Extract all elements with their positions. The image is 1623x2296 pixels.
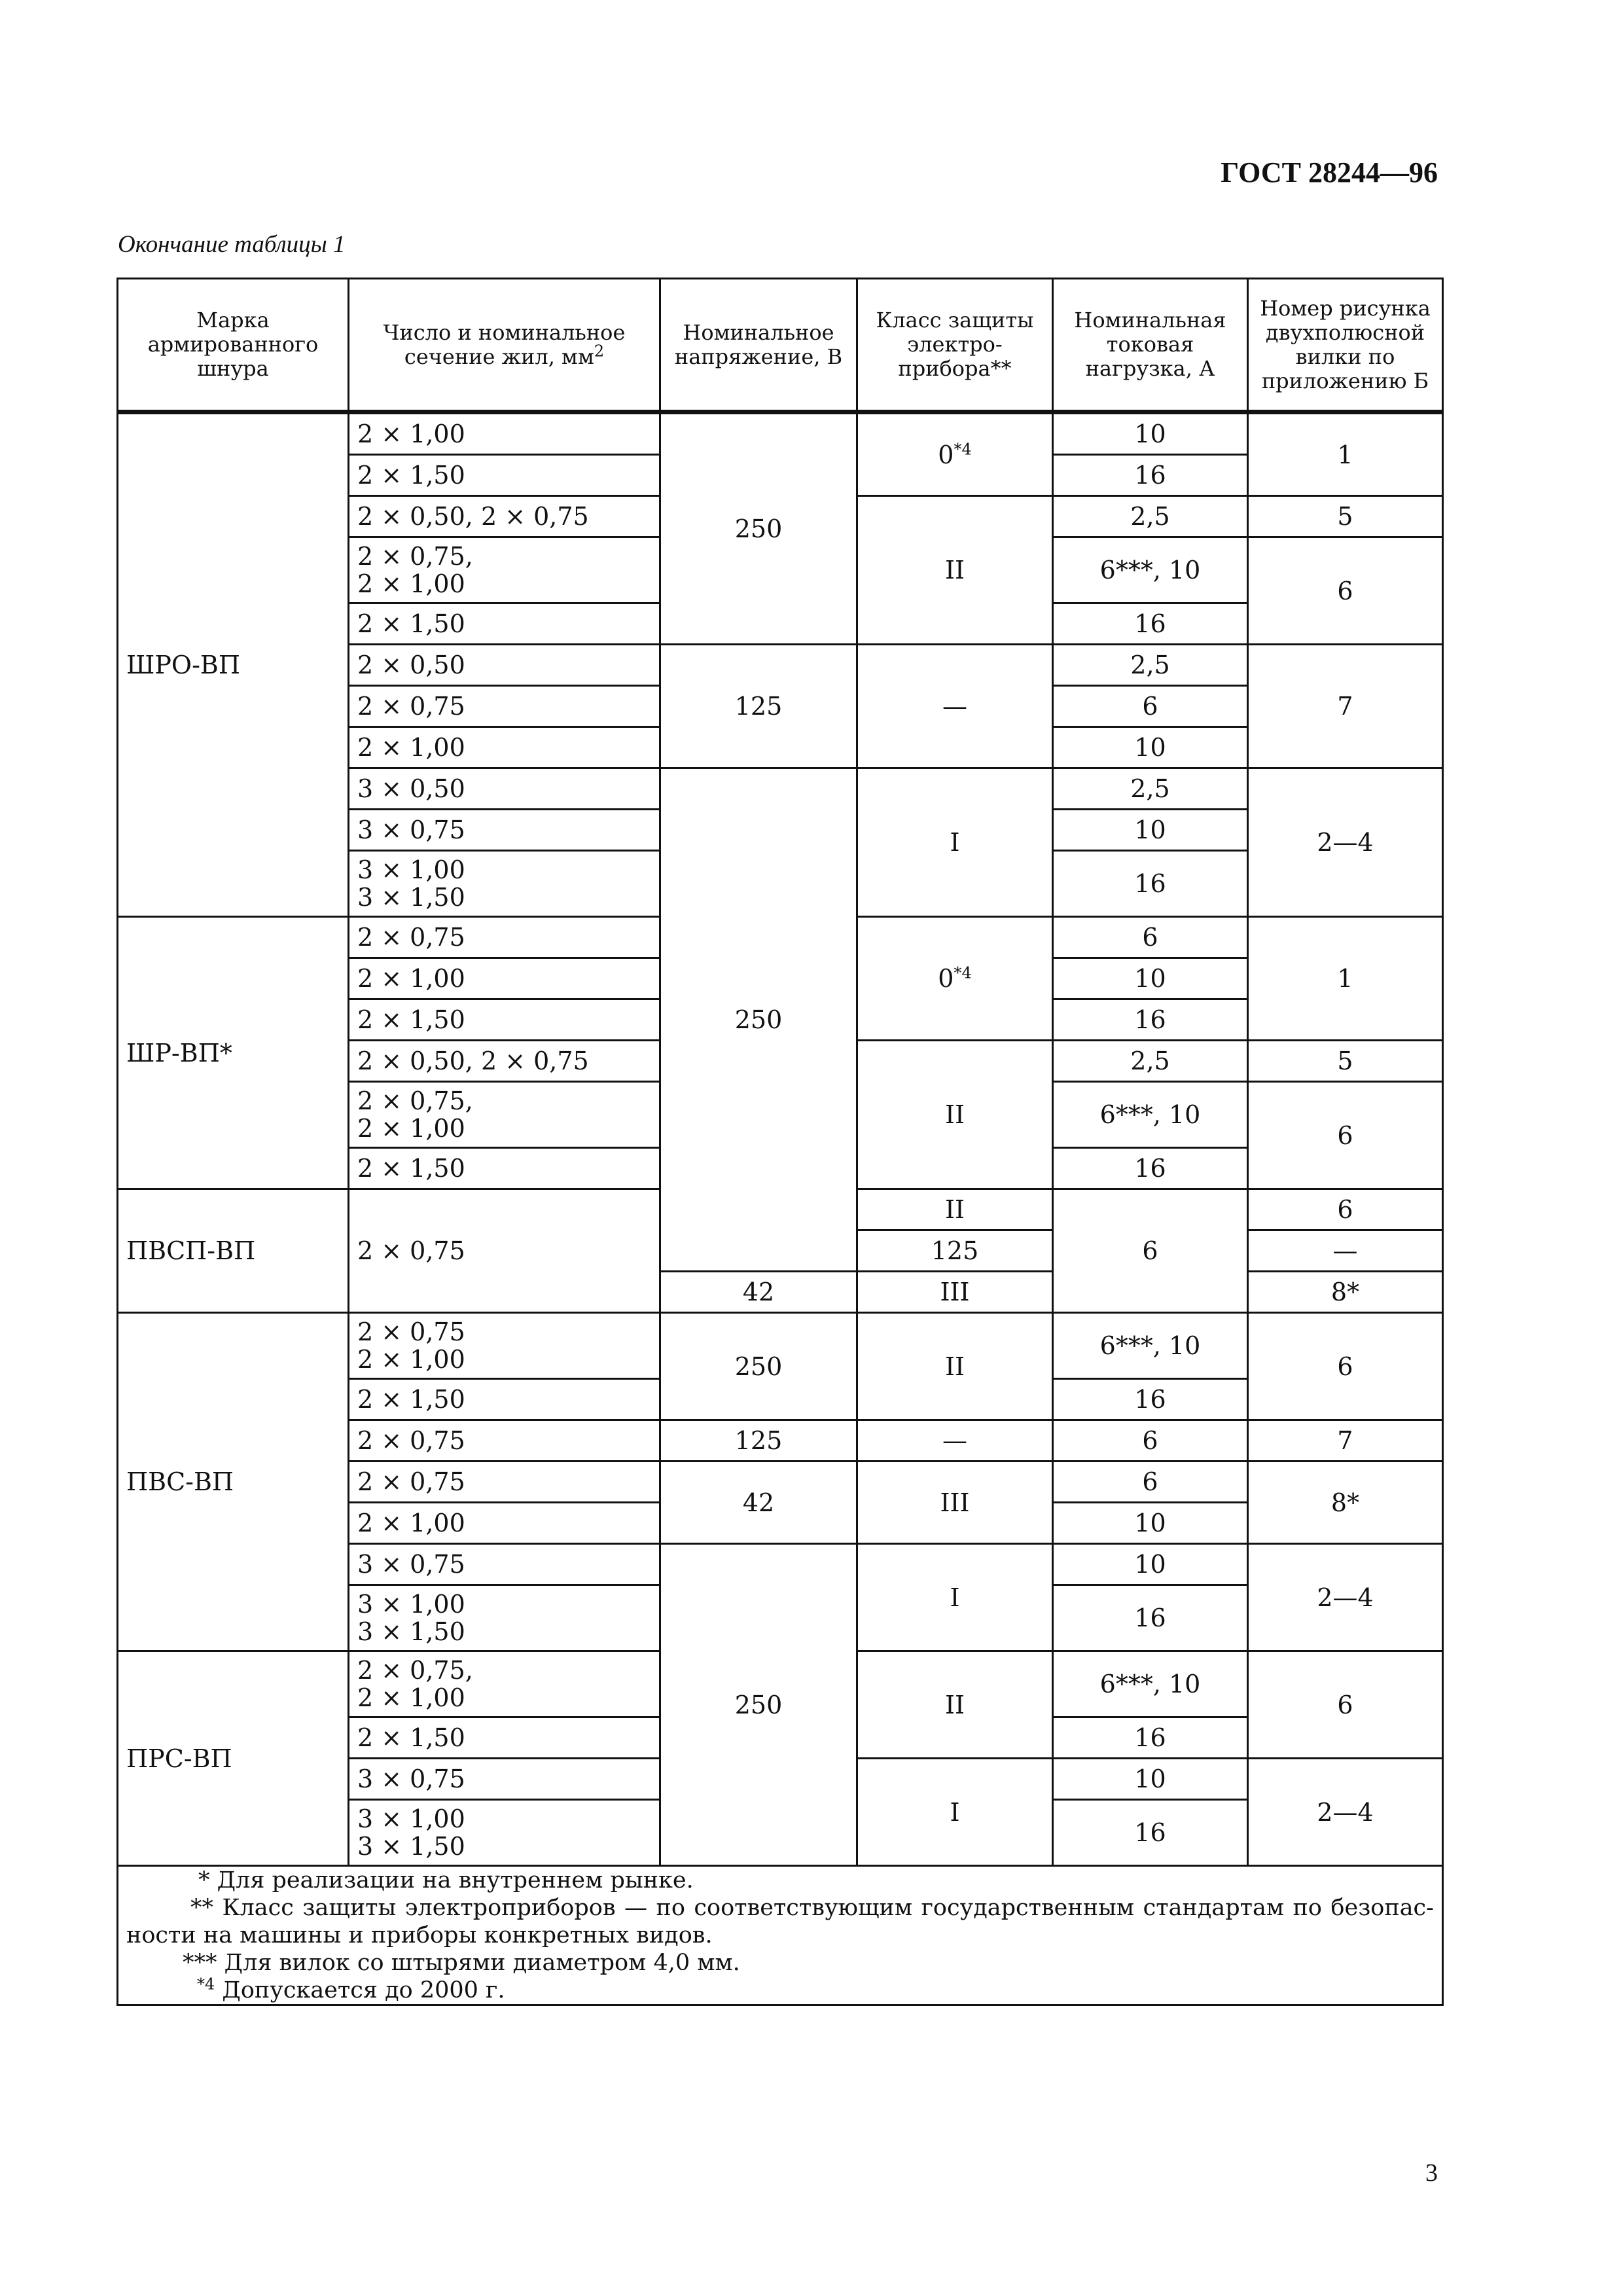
cell-plug: 5	[1248, 496, 1443, 537]
cell-section: 2 × 1,00	[349, 1503, 660, 1544]
footnote-3: *** Для вилок со штырями диаметром 4,0 мм.	[183, 1950, 740, 1976]
cell-current: 6***, 10	[1053, 1651, 1248, 1717]
table-row	[118, 1313, 1443, 1379]
cell-section: 2 × 0,75 2 × 1,00	[349, 1313, 660, 1379]
cell-current: 6	[1053, 917, 1248, 958]
cell-class: 0$^{*4}$	[857, 412, 1053, 496]
footnote-4: $^{*4}$ Допускается до 2000 г.	[197, 1975, 505, 2003]
cell-current: 16	[1053, 999, 1248, 1041]
cell-current: 16	[1053, 1800, 1248, 1866]
cell-section: 2 × 0,75, 2 × 1,00	[349, 537, 660, 603]
cell-current: 16	[1053, 603, 1248, 645]
cell-plug: 6	[1248, 1313, 1443, 1420]
cord-mark: ПРС-ВП	[118, 1651, 349, 1866]
cell-section: 3 × 1,00 3 × 1,50	[349, 851, 660, 917]
cell-current: 6***, 10	[1053, 1313, 1248, 1379]
footnote-2: ** Класс защиты электроприборов — по соответствующим государственным стандартам по безопас-	[190, 1895, 1434, 1921]
cell-section: 2 × 0,50	[349, 645, 660, 686]
cell-current: 2,5	[1053, 496, 1248, 537]
cell-plug: 6	[1248, 1189, 1443, 1230]
cell-class: II	[857, 1189, 1053, 1230]
cell-voltage: 250	[660, 1313, 857, 1420]
cell-class: I	[857, 1759, 1053, 1866]
cell-current: 2,5	[1053, 768, 1248, 810]
cord-mark: ПВСП-ВП	[118, 1189, 349, 1313]
cell-voltage: 125	[660, 645, 857, 768]
cell-section: 2 × 1,50	[349, 1379, 660, 1420]
cell-section: 2 × 0,75, 2 × 1,00	[349, 1082, 660, 1148]
cell-section: 2 × 0,75	[349, 917, 660, 958]
cell-plug: 2—4	[1248, 1544, 1443, 1651]
cell-class: —	[857, 645, 1053, 768]
cell-voltage: 42	[660, 1272, 857, 1313]
cell-section: 3 × 0,50	[349, 768, 660, 810]
cell-current: 10	[1053, 727, 1248, 768]
cord-mark: ШР-ВП*	[118, 917, 349, 1189]
cell-plug: 1	[1248, 412, 1443, 496]
cell-current: 2,5	[1053, 645, 1248, 686]
cell-voltage: 125	[660, 1420, 857, 1462]
cell-voltage: 125	[857, 1230, 1053, 1272]
cell-class: II	[857, 496, 1053, 645]
cell-section: 2 × 1,50	[349, 999, 660, 1041]
cell-section: 2 × 0,75	[349, 1189, 660, 1313]
cell-current: 6	[1053, 1420, 1248, 1462]
footnotes-row	[118, 1866, 1443, 2005]
cell-plug: 6	[1248, 1651, 1443, 1759]
cell-section: 2 × 1,00	[349, 958, 660, 999]
cell-current: 16	[1053, 851, 1248, 917]
cell-current: 6	[1053, 686, 1248, 727]
cell-plug: 5	[1248, 1041, 1443, 1082]
cell-current: 10	[1053, 810, 1248, 851]
cell-section: 2 × 1,50	[349, 1148, 660, 1189]
table-caption: Окончание таблицы 1	[118, 231, 346, 258]
cell-current: 10	[1053, 1759, 1248, 1800]
cell-current: 6	[1053, 1189, 1248, 1313]
cell-plug: 7	[1248, 1420, 1443, 1462]
header-mark: Марка армированного шнура	[118, 279, 349, 412]
cell-current: 6***, 10	[1053, 1082, 1248, 1148]
cords-table	[116, 278, 1444, 2006]
cell-class: III	[857, 1462, 1053, 1544]
header-voltage: Номинальное напряжение, В	[660, 279, 857, 412]
cell-current: 10	[1053, 1503, 1248, 1544]
cell-section: 2 × 1,50	[349, 603, 660, 645]
footnote-2-cont: ности на машины и приборы конкретных видов.	[126, 1922, 713, 1948]
cell-section: 2 × 1,00	[349, 412, 660, 455]
footnotes	[118, 1866, 1443, 2005]
header-section: Число и номинальное сечение жил, $мм^2$	[349, 279, 660, 412]
cell-section: 2 × 1,50	[349, 455, 660, 496]
header-plug: Номер рисунка двухполюсной вилки по приложению Б	[1248, 279, 1443, 412]
cell-section: 3 × 1,00 3 × 1,50	[349, 1800, 660, 1866]
cord-mark: ПВС-ВП	[118, 1313, 349, 1651]
cell-current: 6***, 10	[1053, 537, 1248, 603]
cell-current: 16	[1053, 1585, 1248, 1651]
cell-class: II	[857, 1651, 1053, 1759]
cell-class: II	[857, 1041, 1053, 1189]
cell-current: 10	[1053, 412, 1248, 455]
cell-plug: 8*	[1248, 1462, 1443, 1544]
cell-plug: 8*	[1248, 1272, 1443, 1313]
cell-plug: 6	[1248, 1082, 1443, 1189]
cell-class: I	[857, 1544, 1053, 1651]
cell-plug: 2—4	[1248, 1759, 1443, 1866]
cell-section: 3 × 0,75	[349, 1759, 660, 1800]
cell-current: 16	[1053, 455, 1248, 496]
cord-mark: ШРО-ВП	[118, 412, 349, 917]
header-class: Класс защиты электро-прибора**	[857, 279, 1053, 412]
cell-current: 16	[1053, 1717, 1248, 1759]
footnote-1: * Для реализации на внутреннем рынке.	[198, 1867, 694, 1893]
cell-section: 2 × 1,50	[349, 1717, 660, 1759]
cell-section: 2 × 0,75, 2 × 1,00	[349, 1651, 660, 1717]
table-row	[118, 412, 1443, 455]
cell-section: 2 × 0,75	[349, 1462, 660, 1503]
standard-number: ГОСТ 28244—96	[1221, 156, 1438, 188]
cell-voltage: 250	[660, 412, 857, 645]
page-number: 3	[1425, 2159, 1438, 2187]
cell-current: 10	[1053, 958, 1248, 999]
cell-section: 3 × 0,75	[349, 1544, 660, 1585]
table-header-row	[118, 279, 1443, 412]
cell-section: 2 × 0,75	[349, 1420, 660, 1462]
cell-section: 3 × 0,75	[349, 810, 660, 851]
cell-class: I	[857, 768, 1053, 917]
cell-class: —	[857, 1420, 1053, 1462]
cell-plug: 6	[1248, 537, 1443, 645]
cell-current: 6	[1053, 1462, 1248, 1503]
header-current: Номинальная токовая нагрузка, А	[1053, 279, 1248, 412]
cell-class: 0$^{*4}$	[857, 917, 1053, 1041]
cell-section: 2 × 0,50, 2 × 0,75	[349, 1041, 660, 1082]
cell-current: 2,5	[1053, 1041, 1248, 1082]
cell-current: 10	[1053, 1544, 1248, 1585]
cell-section: 2 × 0,50, 2 × 0,75	[349, 496, 660, 537]
cell-plug: 2—4	[1248, 768, 1443, 917]
cell-section: 3 × 1,00 3 × 1,50	[349, 1585, 660, 1651]
cell-class: III	[857, 1272, 1053, 1313]
cell-voltage: 250	[660, 1544, 857, 1866]
cell-class: —	[1248, 1230, 1443, 1272]
cell-current: 16	[1053, 1379, 1248, 1420]
cell-section: 2 × 1,00	[349, 727, 660, 768]
cell-current: 16	[1053, 1148, 1248, 1189]
cell-section: 2 × 0,75	[349, 686, 660, 727]
cell-voltage: 250	[660, 768, 857, 1272]
cell-plug: 7	[1248, 645, 1443, 768]
cell-voltage: 42	[660, 1462, 857, 1544]
cell-plug: 1	[1248, 917, 1443, 1041]
cell-class: II	[857, 1313, 1053, 1420]
